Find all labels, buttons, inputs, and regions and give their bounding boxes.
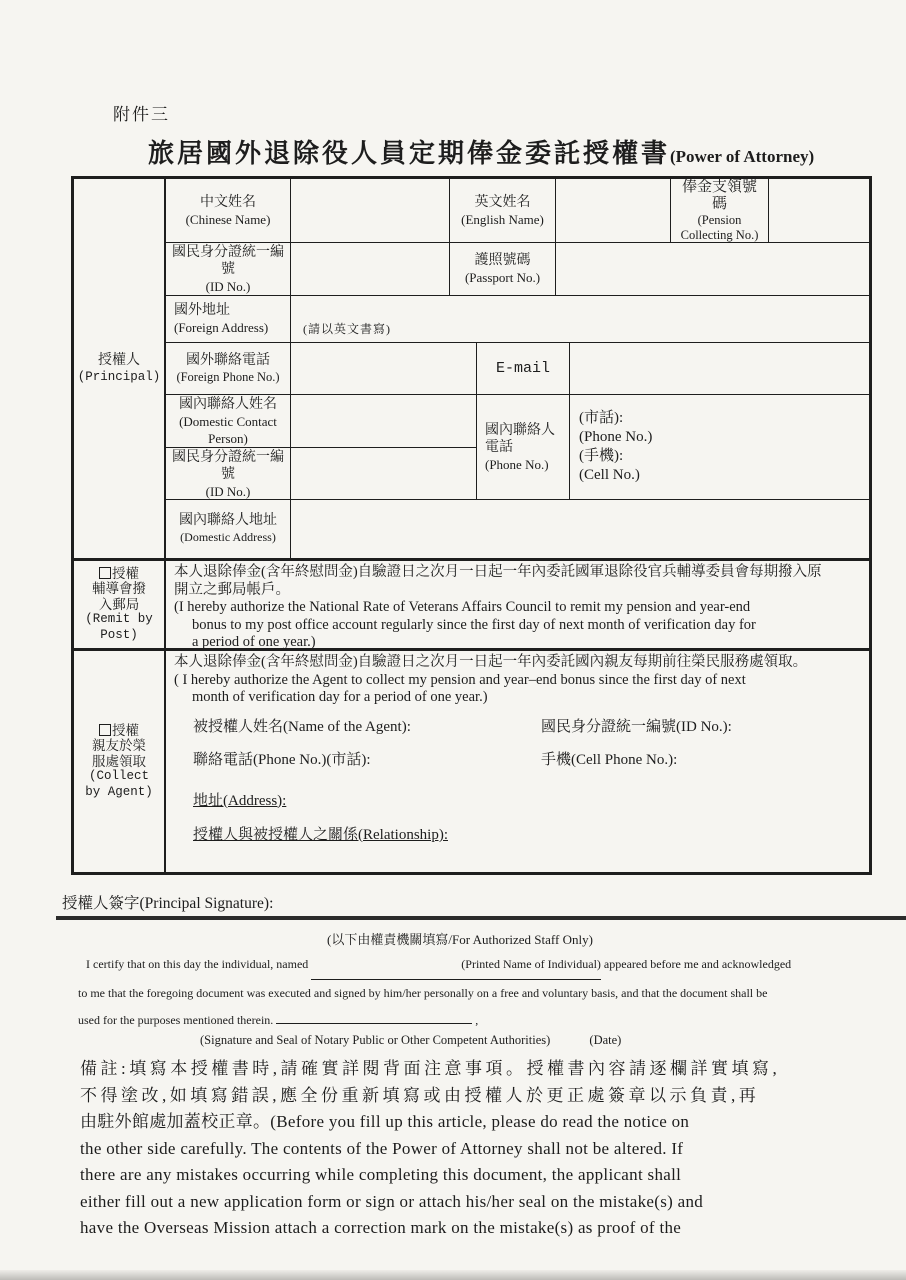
agent-name-row [174, 719, 863, 737]
agent-phone-row [174, 752, 863, 770]
foreign-address-hint: (請以英文書寫) [303, 322, 391, 336]
remit-en-line3: a period of one year.) [192, 634, 316, 650]
chinese-name-input[interactable] [291, 179, 450, 242]
attachment-label: 附件三 [113, 105, 170, 124]
row-domestic-address [166, 500, 869, 558]
collect-text [166, 651, 869, 872]
scan-bottom-edge [0, 1270, 906, 1280]
remit-text [166, 561, 869, 648]
cert-line-1 [78, 951, 791, 980]
relationship-field[interactable]: 授權人與被授權人之關係(Relationship): [193, 827, 448, 843]
cert-line3-post: , [475, 1013, 479, 1027]
row-foreign-address [166, 296, 869, 343]
domestic-id-input[interactable] [291, 448, 476, 499]
domestic-address-en: (Domestic Address) [180, 530, 276, 544]
notes-line-5: there are any mistakes occurring while completing this document, the applicant shall [80, 1165, 682, 1184]
notes-line-6: either fill out a new application form or sign or attach his/her seal on the mistake(s) and [80, 1191, 704, 1211]
agent-phone-field[interactable]: 聯絡電話(Phone No.)(市話): [193, 752, 371, 768]
remit-en-line1: (I hereby authorize the National Rate of Veterans Affairs Council to remit my pension and year-end [174, 599, 751, 615]
printed-name-label: (Printed Name of Individual) [461, 957, 601, 971]
agent-name-field[interactable]: 被授權人姓名(Name of the Agent): [193, 718, 411, 735]
notes-line-7: have the Overseas Mission attach a correction mark on the mistake(s) as proof of the [80, 1218, 682, 1237]
domestic-id-en: (ID No.) [205, 484, 251, 499]
row-foreign-phone [166, 343, 869, 395]
passport-zh: 護照號碼 [474, 253, 531, 268]
remit-side-zh-3: 入郵局 [98, 596, 140, 612]
notes-line-3: 由駐外館處加蓋校正章。(Before you fill up this article, please do read the notice on [80, 1112, 690, 1131]
foreign-phone-label [166, 343, 291, 394]
row-domestic-contact [166, 395, 869, 500]
foreign-address-en: (Foreign Address) [174, 320, 269, 335]
email-label: E-mail [477, 343, 570, 394]
chinese-name-zh: 中文姓名 [200, 194, 256, 210]
foreign-address-label [166, 296, 291, 342]
principal-side-en: (Principal) [77, 369, 161, 384]
domestic-contact-label [166, 395, 290, 448]
agent-id-field[interactable]: 國民身分證統一編號(ID No.): [541, 718, 732, 735]
id-no-input[interactable] [291, 243, 450, 295]
id-no-zh: 國民身分證統一編號 [172, 244, 284, 277]
domestic-contact-input[interactable] [291, 395, 476, 448]
staff-only-header: (以下由權責機關填寫/For Authorized Staff Only) [327, 932, 593, 947]
principal-signature-label[interactable]: 授權人簽字(Principal Signature): [62, 895, 274, 912]
remit-en-line2: bonus to my post office account regularly since the first day of next month of verification day for [192, 616, 756, 633]
principal-section [74, 179, 869, 561]
principal-side-label [74, 179, 166, 558]
page-title-zh: 旅居國外退除役人員定期俸金委託授權書 [148, 139, 671, 168]
collect-zh-line1: 本人退除俸金(含年終慰問金)自驗證日之次月一日起一年內委託國內親友每期前往榮民服務處領取。 [174, 654, 808, 670]
collect-side-label [74, 651, 166, 872]
row-names [166, 179, 869, 243]
remit-side-label [74, 561, 166, 648]
principal-body [166, 179, 869, 558]
collect-side-zh-1: 授權 [112, 722, 139, 738]
pension-no-zh: 俸金支領號碼 [681, 178, 757, 212]
english-name-zh: 英文姓名 [474, 194, 531, 210]
collect-checkbox[interactable] [99, 724, 111, 736]
collect-en-line2: month of verification day for a period of one year.) [192, 689, 488, 705]
pension-no-en: (Pension Collecting No.) [680, 212, 759, 242]
collect-side-zh-2: 親友於榮 [92, 738, 146, 754]
collect-en-line1: ( I hereby authorize the Agent to collect my pension and year–end bonus since the first day of next [174, 671, 746, 688]
notes-block [80, 1056, 780, 1242]
pension-no-label [671, 179, 769, 242]
remit-side-en-1: (Remit by [85, 612, 153, 627]
english-name-en: (English Name) [461, 211, 544, 227]
passport-input[interactable] [556, 243, 869, 295]
domestic-id-zh: 國民身分證統一編號 [172, 450, 284, 482]
foreign-address-zh: 國外地址 [174, 303, 230, 318]
date-caption: (Date) [589, 1033, 622, 1047]
notes-line-1: 備註:填寫本授權書時,請確實詳閱背面注意事項。授權書內容請逐欄詳實填寫, [80, 1059, 781, 1078]
notes-line-4: the other side carefully. The contents of the Power of Attorney shall not be altered. If [80, 1138, 684, 1158]
chinese-name-label [166, 179, 291, 242]
page-title-en: (Power of Attorney) [670, 147, 815, 166]
remit-checkbox[interactable] [99, 567, 111, 579]
passport-label [450, 243, 556, 295]
relationship-row [174, 827, 863, 845]
phone-line-cell-en: (Cell No.) [579, 467, 640, 483]
cert-line3-pre: used for the purposes mentioned therein. [78, 1013, 274, 1027]
foreign-address-input[interactable] [291, 296, 869, 342]
caption-row [78, 1033, 621, 1048]
cert-line-2: to me that the foregoing document was executed and signed by him/her personally on a free and voluntary basis, and that the document shall be [78, 985, 768, 1000]
domestic-address-label [166, 500, 291, 558]
domestic-address-zh: 國內聯絡人地址 [179, 513, 277, 528]
cert-line1-post: appeared before me and acknowledged [603, 957, 792, 971]
collect-side-en-2: by Agent) [85, 784, 153, 799]
agent-address-field[interactable]: 地址(Address): [193, 792, 287, 809]
section-divider-rule [56, 916, 906, 920]
agent-cell-field[interactable]: 手機(Cell Phone No.): [541, 752, 678, 768]
pension-no-input[interactable] [769, 179, 869, 242]
phone-line-cell-zh: (手機): [579, 448, 624, 464]
domestic-contact-zh: 國內聯絡人姓名 [179, 396, 277, 412]
chinese-name-en: (Chinese Name) [185, 211, 271, 227]
remit-side-zh-1: 授權 [112, 565, 139, 581]
domestic-address-input[interactable] [291, 500, 869, 558]
principal-side-zh: 授權人 [98, 352, 140, 368]
printed-name-blank[interactable] [311, 951, 601, 980]
cert-line-3 [78, 1007, 791, 1035]
page-title [148, 133, 814, 170]
domestic-contact-labels [166, 395, 291, 499]
domestic-phone-label [477, 395, 570, 499]
collect-side-zh-3: 服處領取 [92, 753, 146, 769]
id-no-en: (ID No.) [205, 278, 251, 294]
agent-address-row [174, 793, 863, 811]
poa-form-table [71, 176, 872, 875]
remit-zh-line2: 開立之郵局帳戶。 [174, 581, 290, 598]
collect-section [74, 651, 869, 872]
remit-side-en-2: Post) [100, 627, 138, 642]
row-id-passport [166, 243, 869, 296]
domestic-id-label [166, 448, 290, 501]
id-no-label [166, 243, 291, 295]
certification-block [78, 951, 791, 1035]
foreign-phone-input[interactable] [291, 343, 477, 394]
phone-line-landline-en: (Phone No.) [579, 429, 653, 445]
remit-zh-line1: 本人退除俸金(含年終慰問金)自驗證日之次月一日起一年內委託國軍退除役官兵輔導委員會每期撥入原 [174, 564, 822, 580]
cert-line1-pre: I certify that on this day the individual, named [86, 957, 309, 971]
foreign-phone-en: (Foreign Phone No.) [176, 369, 280, 384]
english-name-input[interactable] [556, 179, 671, 242]
remit-side-zh-2: 輔導會撥 [92, 581, 146, 597]
passport-en: (Passport No.) [464, 270, 541, 285]
notary-caption: (Signature and Seal of Notary Public or Other Competent Authorities) [200, 1033, 551, 1047]
domestic-phone-input[interactable] [570, 395, 869, 499]
english-name-label [450, 179, 556, 242]
collect-side-en-1: (Collect [88, 769, 149, 784]
remit-section [74, 561, 869, 651]
domestic-phone-zh: 國內聯絡人電話 [485, 422, 555, 455]
domestic-contact-inputs [291, 395, 477, 499]
email-input[interactable] [570, 343, 869, 394]
domestic-contact-en: (Domestic Contact Person) [179, 413, 277, 446]
notary-signature-blank[interactable] [276, 1010, 472, 1024]
notes-line-2: 不得塗改,如填寫錯誤,應全份重新填寫或由授權人於更正處簽章以示負責,再 [80, 1085, 760, 1105]
domestic-phone-en: (Phone No.) [485, 456, 549, 472]
foreign-phone-zh: 國外聯絡電話 [186, 352, 270, 368]
phone-line-landline-zh: (市話): [579, 410, 624, 426]
